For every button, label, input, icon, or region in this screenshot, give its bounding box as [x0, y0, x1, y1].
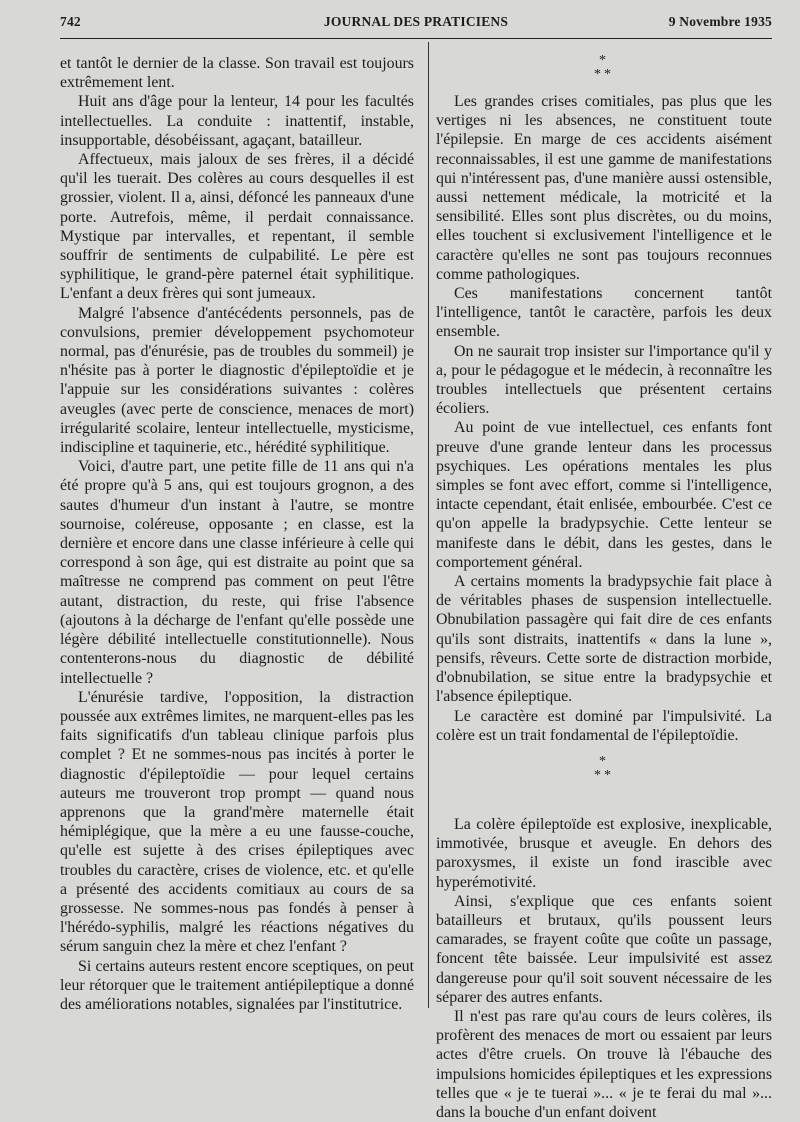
paragraph: A certains moments la bradypsychie fait place à de véritables phases de suspension intellectuelle. Obnubilation passagère qui fait dire de ces enfants qu'ils sont distraits, inattentifs « dans la lune », pensifs, rêveurs. Cette sorte de distraction morbide, d'obnubilation, se situe entre la bradypsychie et l'absence épileptique. — [436, 573, 772, 706]
header-rule — [60, 38, 772, 39]
left-column — [60, 54, 414, 1014]
journal-title: JOURNAL DES PRATICIENS — [323, 14, 509, 29]
paragraph: Si certains auteurs restent encore sceptiques, on peut leur rétorquer que le traitement antiépileptique a donné des améliorations notables, signalées par l'institutrice. — [60, 957, 414, 1013]
paragraph: Ainsi, s'explique que ces enfants soient batailleurs et brutaux, qu'ils poussent leurs camarades, se frayent coûte que coûte un passage, foncent tête baissée. Leur impulsivité est assez dangereuse pour qu'il soit souvent nécessaire de les séparer des autres enfants. — [436, 892, 772, 1006]
running-header — [60, 14, 772, 36]
paragraph: Affectueux, mais jaloux de ses frères, il a décidé qu'il les tuerait. Des colères au cours desquelles il est grossier, violent. Il a, ainsi, défoncé les panneaux d'une porte. Autrefois, même, il perdait connaissance. Mystique par intervalles, et repentant, il semble souffrir de sentiments de culpabilité. Le père est syphilitique, le grand-père paternel était syphilitique. L'enfant a deux frères qui sont jumeaux. — [60, 151, 414, 303]
paragraph: Voici, d'autre part, une petite fille de 11 ans qui n'a été propre qu'à 5 ans, qui est toujours grognon, a des sautes d'humeur d'un instant à l'autre, se montre sournoise, coléreuse, opposante ; en classe, est la dernière et encore dans une classe inférieure à celle qui correspond à son âge, qui est distraite au point que sa maîtresse ne comprend pas comment on peut l'être autant, distraction, du reste, qui frise l'absence (ajoutons à la décharge de l'enfant qu'elle possède une légère débilité intellectuelle constitutionnelle). Nous contenterons-nous du diagnostic de débilité intellectuelle ? — [60, 458, 414, 687]
paragraph: Huit ans d'âge pour la lenteur, 14 pour les facultés intellectuelles. La conduite : inattentif, instable, insupportable, désobéissant, agaçant, batailleur. — [60, 93, 414, 149]
paragraph: La colère épileptoïde est explosive, inexplicable, immotivée, brusque et aveugle. En dehors des paroxysmes, il existe un fond irascible avec hyperémotivité. — [436, 815, 772, 891]
section-separator: * ** — [594, 753, 614, 783]
paragraph: Le caractère est dominé par l'impulsivité. La colère est un trait fondamental de l'épileptoïdie. — [436, 707, 772, 744]
paragraph: Les grandes crises comitiales, pas plus que les vertiges ni les absences, ne constituent toute l'épilepsie. En marge de ces accidents aisément reconnaissables, il est une gamme de manifestations qui n'intéressent pas, d'une manière aussi ostensible, aussi nettement médicale, la motricité et la sensibilité. Elles sont plus discrètes, ou du moins, elles touchent si exclusivement l'intelligence et le caractère qu'elles ne sont pas toujours reconnues comme pathologiques. — [436, 93, 772, 283]
paragraph: Il n'est pas rare qu'au cours de leurs colères, ils profèrent des menaces de mort ou essaient par leurs actes d'être cruels. On trouve là l'ébauche des impulsions homicides épileptiques et les expressions telles que « je te tuerai »... « je te ferai du mal »... dans la bouche d'un enfant doivent — [436, 1007, 772, 1121]
paragraph: Au point de vue intellectuel, ces enfants font preuve d'une grande lenteur dans les processus psychiques. Les opérations mentales les plus simples se font avec effort, comme si l'intelligence, intacte cependant, était enlisée, embourbée. C'est ce qu'on appelle la bradypsychie. Cette lenteur se manifeste dans le débit, dans les gestes, dans le comportement général. — [436, 419, 772, 571]
paragraph: Malgré l'absence d'antécédents personnels, pas de convulsions, premier développement psychomoteur normal, pas d'énurésie, pas de troubles du sommeil) je n'hésite pas à porter le diagnostic d'épileptoïdie et je l'appuie sur les considérations suivantes : colères aveugles (avec perte de conscience, menaces de mort) irrégularité scolaire, lenteur intellectuelle, mysticisme, indiscipline et taquinerie, etc., hérédité syphilitique. — [60, 304, 414, 457]
paragraph: Ces manifestations concernent tantôt l'intelligence, tantôt le caractère, parfois les deux ensemble. — [436, 285, 772, 341]
right-column — [436, 54, 772, 1122]
page-number: 742 — [60, 14, 81, 29]
paragraph: L'énurésie tardive, l'opposition, la distraction poussée aux extrêmes limites, ne marquent-elles pas les faits significatifs d'un tableau clinique parfois plus complet ? Et ne sommes-nous pas incités à porter le diagnostic d'épileptoïdie — pour lequel certains auteurs me trouveront trop prompt — quand nous apprenons que la grand'mère maternelle était hémiplégique, que la mère a eu une fausse-couche, qu'elle est sujette à des crises épileptiques avec troubles du caractère, crises de violence, etc. et qu'elle a présenté des accidents comitiaux au cours de sa grossesse. Ne sommes-nous pas fondés à penser à l'hérédo-syphilis, malgré les réactions négatives du sérum sanguin chez la mère et chez l'enfant ? — [60, 688, 414, 956]
paragraph: On ne saurait trop insister sur l'importance qu'il y a, pour le pédagogue et le médecin, à reconnaître les troubles intellectuels que présentent certains écoliers. — [436, 342, 772, 418]
section-separator: * ** — [594, 53, 614, 82]
column-divider — [428, 42, 429, 1008]
paragraph: et tantôt le dernier de la classe. Son travail est toujours extrêmement lent. — [60, 55, 414, 92]
issue-date: 9 Novembre 1935 — [668, 14, 772, 29]
